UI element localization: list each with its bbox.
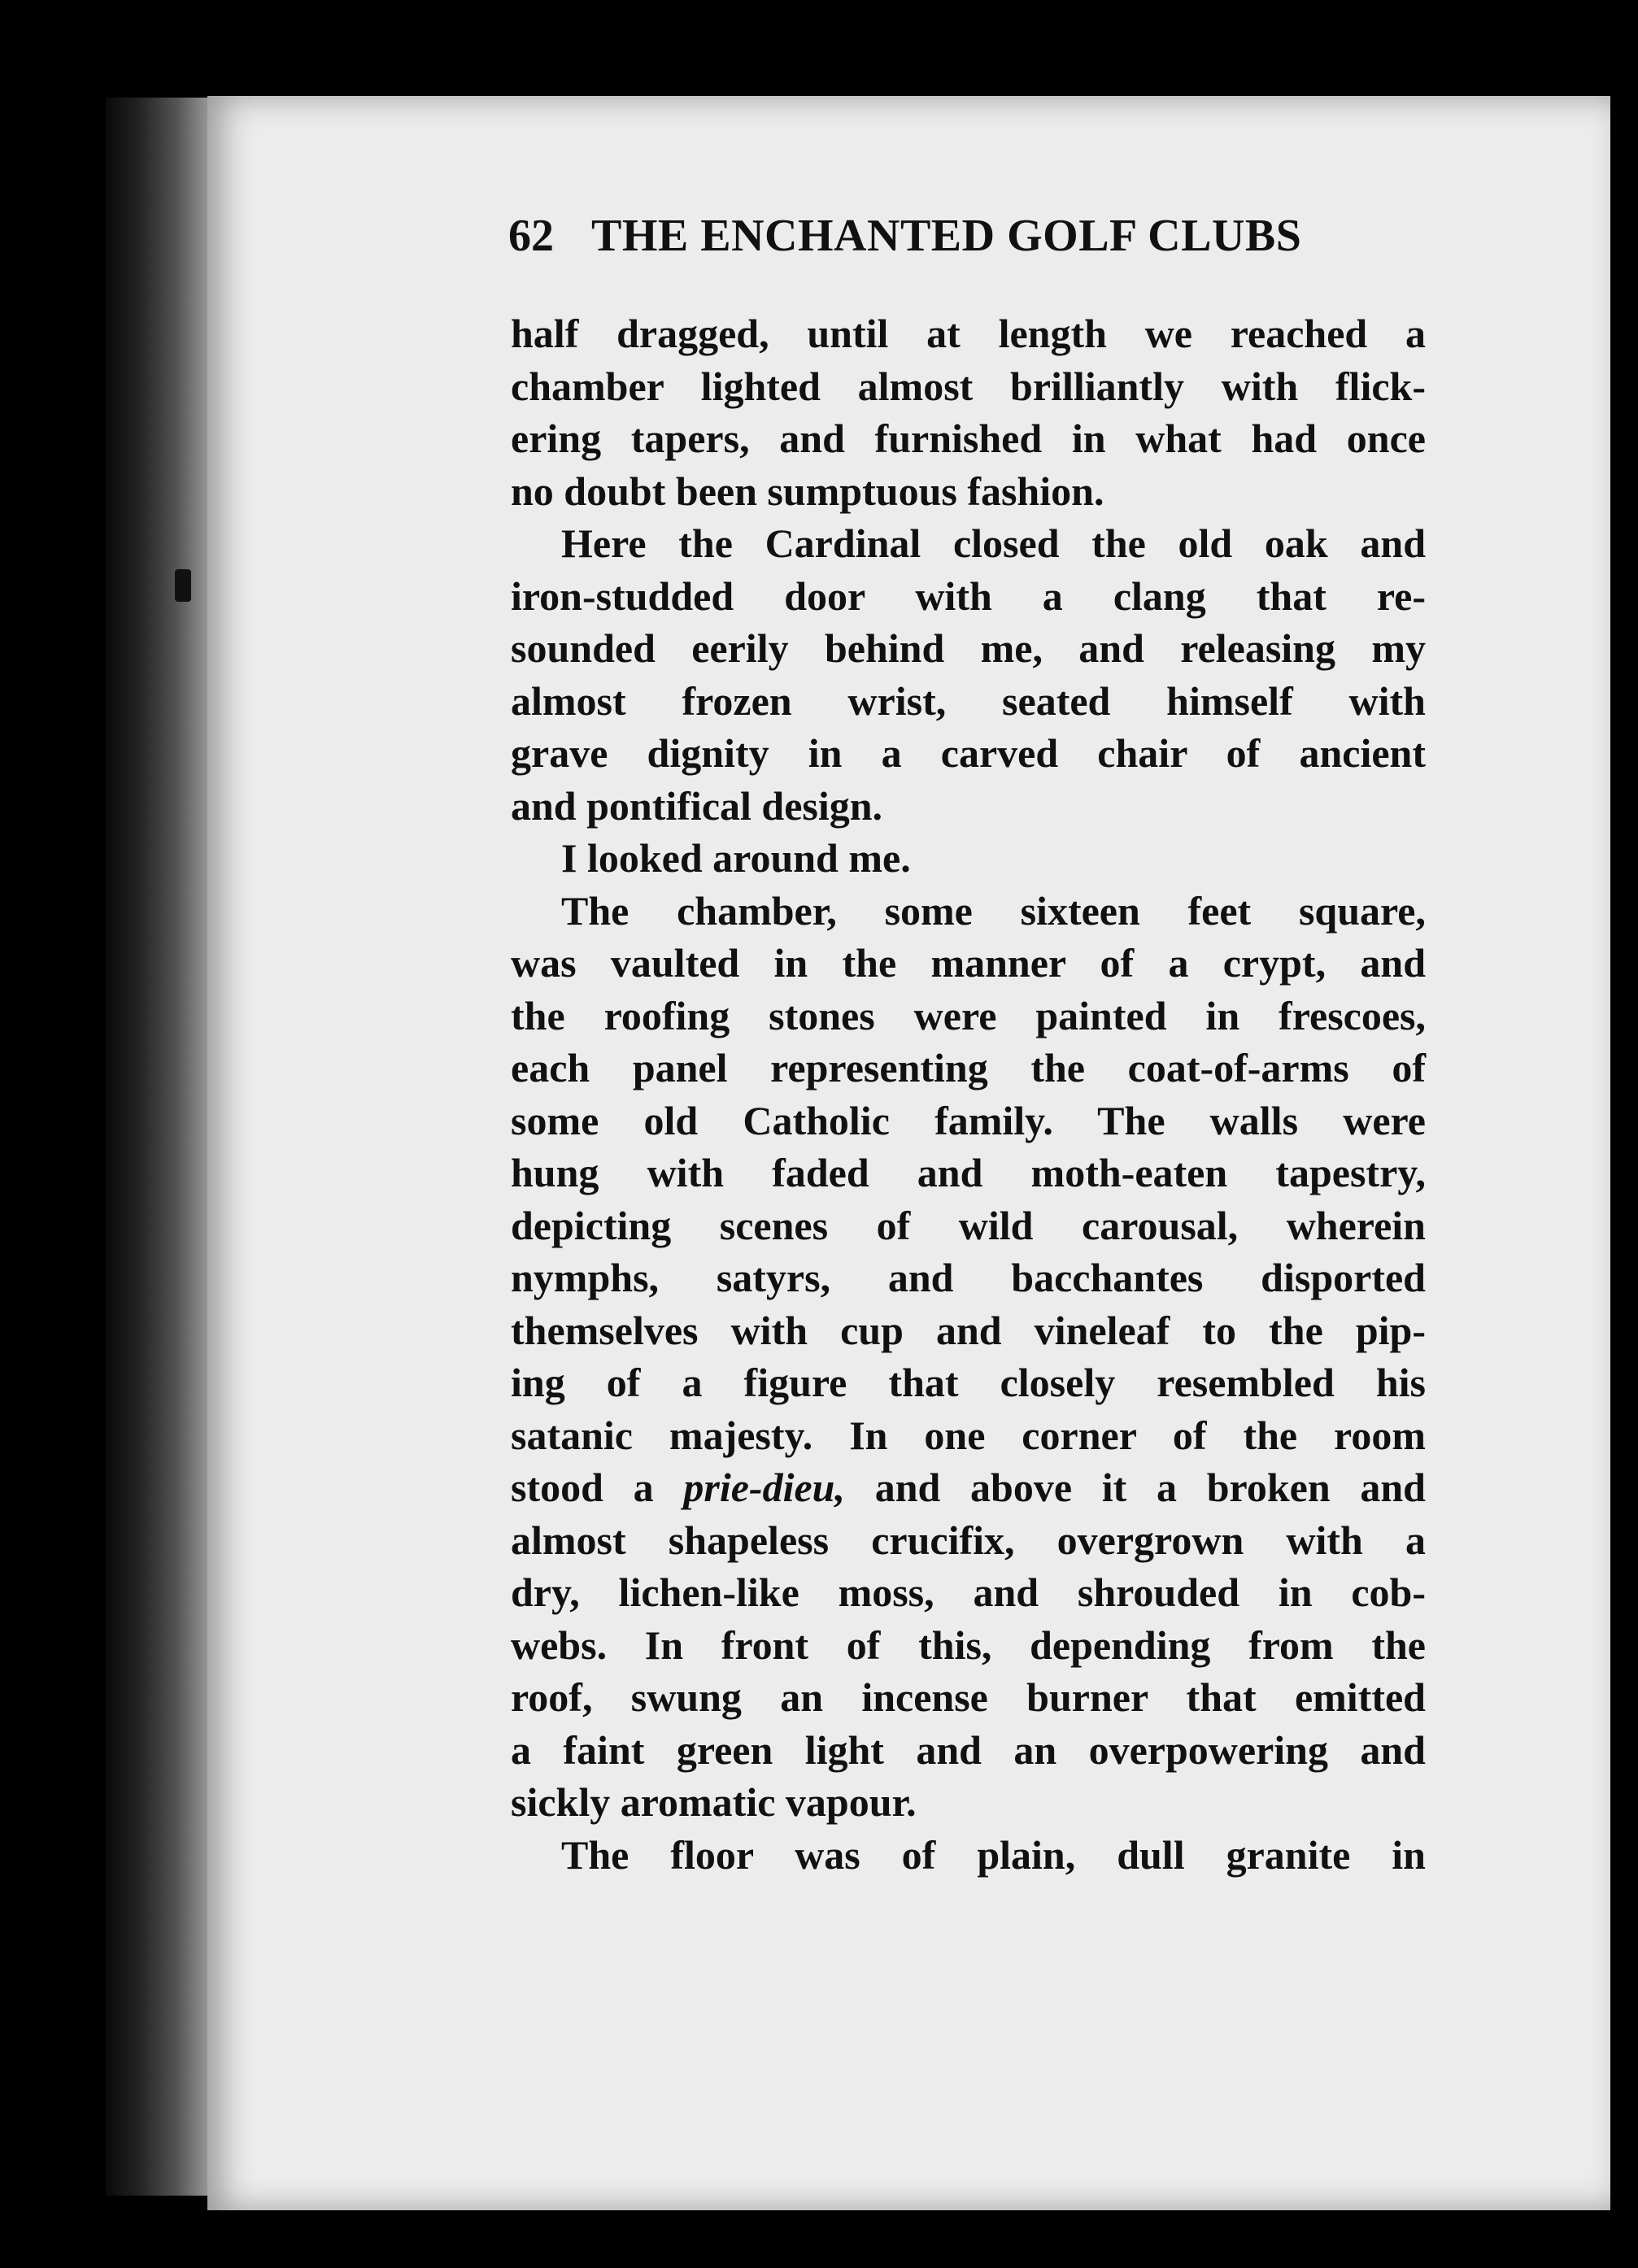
- text-line: themselves with cup and vineleaf to the pip-: [511, 1307, 1426, 1353]
- text-line: was vaulted in the manner of a crypt, and: [511, 940, 1426, 986]
- page-number: 62: [508, 211, 554, 261]
- text-line: some old Catholic family. The walls were: [511, 1097, 1426, 1143]
- text-line: the roofing stones were painted in frescoes,: [511, 992, 1426, 1038]
- text-line: chamber lighted almost brilliantly with flick-: [511, 363, 1426, 409]
- running-head: [508, 210, 1399, 275]
- text-line: The floor was of plain, dull granite in: [561, 1831, 1426, 1878]
- text-line: sounded eerily behind me, and releasing my: [511, 625, 1426, 671]
- text-line: each panel representing the coat-of-arms of: [511, 1045, 1426, 1090]
- text-line: no doubt been sumptuous fashion.: [511, 468, 1104, 514]
- text-line: almost frozen wrist, seated himself with: [511, 677, 1426, 724]
- text-line: sickly aromatic vapour.: [511, 1779, 917, 1825]
- book-title: THE ENCHANTED GOLF CLUBS: [591, 211, 1302, 261]
- text-line: half dragged, until at length we reached a: [511, 311, 1426, 356]
- text-line: hung with faded and moth-eaten tapestry,: [511, 1150, 1426, 1195]
- text-line: I looked around me.: [561, 835, 911, 881]
- text-fragment: stood a: [511, 1465, 684, 1510]
- text-line: depicting scenes of wild carousal, wherein: [511, 1202, 1426, 1248]
- text-line: nymphs, satyrs, and bacchantes disported: [511, 1255, 1426, 1300]
- text-line: ering tapers, and furnished in what had once: [511, 416, 1426, 461]
- text-line: The chamber, some sixteen feet square,: [561, 887, 1426, 934]
- text-line: webs. In front of this, depending from the: [511, 1622, 1426, 1668]
- text-line: satanic majesty. In one corner of the room: [511, 1412, 1426, 1458]
- body-text: [511, 307, 1426, 1881]
- scan-speck: [175, 569, 191, 602]
- text-line: and pontifical design.: [511, 782, 883, 829]
- text-fragment: and above it a broken and: [844, 1465, 1426, 1510]
- text-line: Here the Cardinal closed the old oak and: [561, 520, 1426, 566]
- text-line-with-italic: [511, 1461, 1426, 1514]
- text-line: a faint green light and an overpowering and: [511, 1726, 1426, 1773]
- text-line: roof, swung an incense burner that emitted: [511, 1674, 1426, 1720]
- text-line: dry, lichen-like moss, and shrouded in cob-: [511, 1569, 1426, 1615]
- italic-phrase: prie-dieu,: [683, 1465, 845, 1510]
- text-line: ing of a figure that closely resembled his: [511, 1360, 1426, 1405]
- text-line: grave dignity in a carved chair of ancient: [511, 730, 1426, 776]
- text-line: almost shapeless crucifix, overgrown with a: [511, 1517, 1426, 1563]
- page-right-edge: [1610, 89, 1638, 2220]
- text-line: iron-studded door with a clang that re-: [511, 572, 1426, 619]
